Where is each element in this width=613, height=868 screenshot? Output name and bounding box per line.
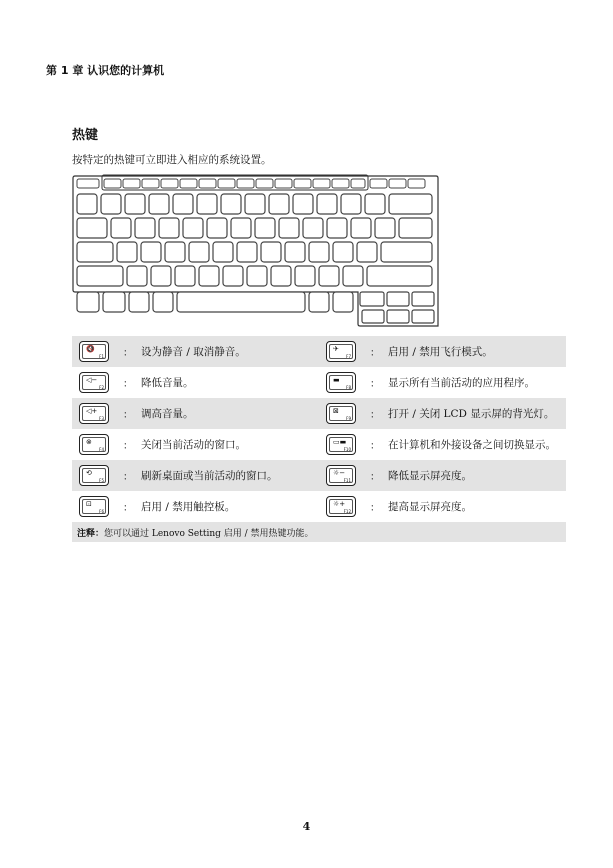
colon: ： — [123, 503, 133, 514]
key-label: F6 — [99, 509, 104, 514]
colon: ： — [370, 472, 380, 483]
note-label: 注释： — [77, 528, 105, 539]
table-row — [72, 491, 566, 522]
hotkey-cell — [72, 398, 319, 429]
hotkey-cell — [319, 460, 566, 491]
colon: ： — [123, 348, 133, 359]
note-box — [72, 522, 566, 542]
brightness-up-icon: ☼+ — [333, 500, 346, 508]
colon: ： — [123, 441, 133, 452]
keyboard-illustration — [72, 174, 440, 328]
hotkey-cell — [72, 429, 319, 460]
hotkey-description: 启用 / 禁用飞行模式。 — [388, 346, 493, 358]
key-label: F10 — [343, 447, 351, 452]
key-label: F3 — [99, 416, 104, 421]
hotkey-table — [72, 336, 566, 542]
section-title: 热键 — [72, 128, 99, 143]
key-label: F1 — [99, 354, 104, 359]
volume-up-icon: ◁+ — [86, 407, 98, 415]
f12-key-icon — [326, 496, 356, 517]
volume-down-icon: ◁− — [86, 376, 98, 384]
mute-icon: 🔇 — [86, 345, 95, 353]
hotkey-cell — [72, 491, 319, 522]
colon: ： — [370, 348, 380, 359]
hotkey-cell — [72, 336, 319, 367]
table-row — [72, 367, 566, 398]
key-label: F2 — [99, 385, 104, 390]
colon: ： — [123, 472, 133, 483]
key-label: F9 — [346, 416, 351, 421]
hotkey-cell — [319, 398, 566, 429]
hotkey-description: 关闭当前活动的窗口。 — [141, 439, 246, 451]
colon: ： — [123, 379, 133, 390]
note-text: 您可以通过 Lenovo Setting 启用 / 禁用热键功能。 — [104, 528, 314, 539]
hotkey-cell — [319, 491, 566, 522]
display-switch-icon: ▭▬ — [333, 438, 347, 446]
f1-key-icon — [79, 341, 109, 362]
colon: ： — [370, 441, 380, 452]
key-label: F4 — [99, 447, 104, 452]
refresh-icon: ⟲ — [86, 469, 92, 477]
table-row — [72, 429, 566, 460]
f9-key-icon — [326, 403, 356, 424]
backlight-icon: ⊠ — [333, 407, 339, 415]
f2-key-icon — [79, 372, 109, 393]
intro-text: 按特定的热键可立即进入相应的系统设置。 — [72, 154, 272, 166]
hotkey-cell — [319, 429, 566, 460]
hotkey-description: 设为静音 / 取消静音。 — [141, 346, 246, 358]
hotkey-description: 降低音量。 — [141, 377, 194, 389]
colon: ： — [123, 410, 133, 421]
f3-key-icon — [79, 403, 109, 424]
key-label: F12 — [343, 509, 351, 514]
brightness-down-icon: ☼− — [333, 469, 346, 477]
airplane-icon: ✈ — [333, 345, 339, 353]
key-label: F5 — [99, 478, 104, 483]
colon: ： — [370, 410, 380, 421]
hotkey-cell — [72, 367, 319, 398]
hotkey-description: 启用 / 禁用触控板。 — [141, 501, 236, 513]
f11-key-icon — [326, 465, 356, 486]
hotkey-description: 刷新桌面或当前活动的窗口。 — [141, 470, 278, 482]
hotkey-description: 打开 / 关闭 LCD 显示屏的背光灯。 — [388, 408, 555, 420]
key-label: F11 — [343, 478, 351, 483]
hotkey-description: 在计算机和外接设备之间切换显示。 — [388, 439, 556, 451]
key-label: F7 — [346, 354, 351, 359]
hotkey-description: 显示所有当前活动的应用程序。 — [388, 377, 535, 389]
f7-key-icon — [326, 341, 356, 362]
table-row — [72, 460, 566, 491]
hotkey-description: 提高显示屏亮度。 — [388, 501, 472, 513]
key-label: F8 — [346, 385, 351, 390]
hotkey-cell — [319, 367, 566, 398]
f5-key-icon — [79, 465, 109, 486]
table-row — [72, 398, 566, 429]
chapter-title: 第 1 章 认识您的计算机 — [46, 64, 165, 77]
hotkey-description: 调高音量。 — [141, 408, 194, 420]
table-row — [72, 336, 566, 367]
f6-key-icon — [79, 496, 109, 517]
f8-key-icon — [326, 372, 356, 393]
task-view-icon: ▬ — [333, 376, 340, 384]
f4-key-icon — [79, 434, 109, 455]
hotkey-cell — [72, 460, 319, 491]
page-number: 4 — [302, 820, 311, 833]
close-window-icon: ⊗ — [86, 438, 92, 446]
hotkey-description: 降低显示屏亮度。 — [388, 470, 472, 482]
f10-key-icon — [326, 434, 356, 455]
touchpad-icon: ⊡ — [86, 500, 92, 508]
colon: ： — [370, 503, 380, 514]
hotkey-cell — [319, 336, 566, 367]
colon: ： — [370, 379, 380, 390]
